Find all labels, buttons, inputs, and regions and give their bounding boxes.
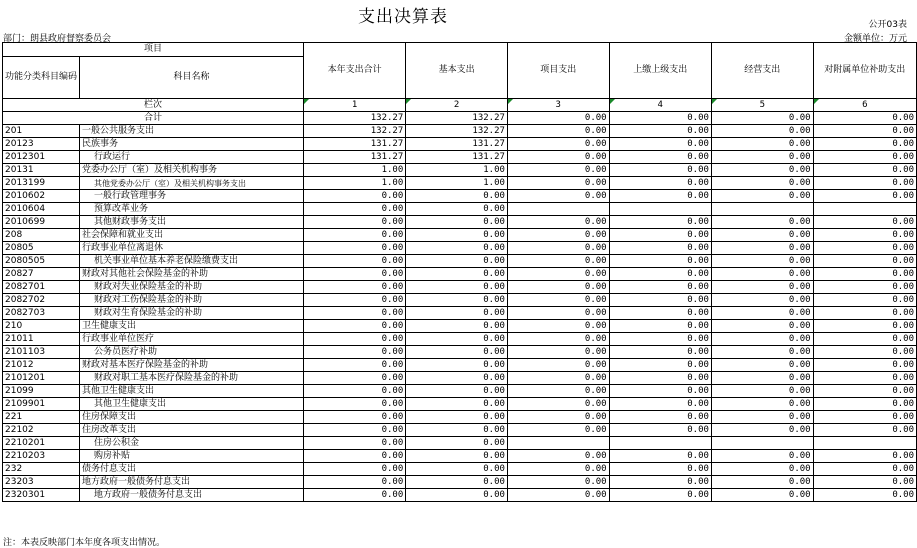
amount-cell: 0.00: [711, 463, 813, 476]
amount-cell: 0.00: [507, 216, 609, 229]
table-row: [3, 437, 917, 450]
amount-cell: 0.00: [507, 112, 609, 125]
amount-cell: 0.00: [303, 333, 405, 346]
amount-cell: 0.00: [507, 242, 609, 255]
table-row: [3, 385, 917, 398]
amount-cell: 131.27: [406, 151, 508, 164]
table-row: [3, 151, 917, 164]
amount-cell: 0.00: [813, 385, 916, 398]
amount-cell: [711, 437, 813, 450]
amount-cell: 0.00: [711, 294, 813, 307]
subject-name-cell: 其他财政事务支出: [80, 216, 304, 229]
footnote: 注：本表反映部门本年度各项支出情况。: [3, 538, 166, 548]
table-row: [3, 307, 917, 320]
amount-cell: 0.00: [507, 411, 609, 424]
subject-name-cell: 住房改革支出: [80, 424, 304, 437]
amount-cell: 0.00: [406, 216, 508, 229]
func-code-cell: 2010604: [3, 203, 80, 216]
func-code-cell: 2082701: [3, 281, 80, 294]
amount-cell: 0.00: [609, 476, 711, 489]
amount-cell: 1.00: [406, 177, 508, 190]
amount-cell: 0.00: [507, 346, 609, 359]
amount-cell: 0.00: [711, 385, 813, 398]
subject-name-cell: 其他卫生健康支出: [80, 398, 304, 411]
amount-cell: 0.00: [813, 398, 916, 411]
amount-cell: 0.00: [711, 333, 813, 346]
total-label: 合计: [3, 112, 304, 125]
func-code-cell: 2210203: [3, 450, 80, 463]
table-row: [3, 216, 917, 229]
amount-cell: 0.00: [813, 151, 916, 164]
subject-name-cell: 债务付息支出: [80, 463, 304, 476]
amount-cell: 0.00: [609, 281, 711, 294]
amount-cell: [507, 437, 609, 450]
amount-cell: 0.00: [303, 203, 405, 216]
amount-cell: 0.00: [303, 281, 405, 294]
amount-cell: 0.00: [507, 476, 609, 489]
amount-cell: 0.00: [609, 242, 711, 255]
table-row: [3, 476, 917, 489]
amount-cell: 0.00: [711, 346, 813, 359]
func-code-cell: 232: [3, 463, 80, 476]
func-code-cell: 2320301: [3, 489, 80, 502]
col-header-business: 经营支出: [711, 43, 813, 99]
amount-cell: 0.00: [507, 229, 609, 242]
table-row: [3, 164, 917, 177]
amount-cell: 0.00: [406, 359, 508, 372]
amount-cell: 0.00: [406, 489, 508, 502]
amount-cell: 0.00: [507, 359, 609, 372]
amount-cell: 0.00: [813, 476, 916, 489]
table-row: [3, 359, 917, 372]
amount-cell: 0.00: [303, 398, 405, 411]
amount-cell: 1.00: [303, 177, 405, 190]
table-row: [3, 424, 917, 437]
amount-cell: 0.00: [609, 372, 711, 385]
amount-cell: 0.00: [813, 359, 916, 372]
amount-cell: 0.00: [609, 359, 711, 372]
table-row: [3, 190, 917, 203]
table-row: [3, 281, 917, 294]
amount-cell: [813, 437, 916, 450]
amount-cell: 0.00: [507, 385, 609, 398]
subject-name-cell: 卫生健康支出: [80, 320, 304, 333]
amount-cell: 0.00: [609, 151, 711, 164]
col-header-total: 本年支出合计: [303, 43, 405, 99]
amount-cell: 0.00: [711, 359, 813, 372]
table-row: [3, 346, 917, 359]
subject-name-cell: 一般行政管理事务: [80, 190, 304, 203]
amount-cell: 0.00: [406, 372, 508, 385]
amount-cell: 0.00: [303, 190, 405, 203]
amount-cell: 0.00: [711, 450, 813, 463]
amount-cell: 0.00: [303, 320, 405, 333]
amount-cell: 0.00: [609, 268, 711, 281]
amount-cell: 0.00: [813, 294, 916, 307]
amount-cell: 0.00: [813, 138, 916, 151]
amount-cell: 0.00: [303, 268, 405, 281]
amount-cell: 0.00: [609, 320, 711, 333]
col-header-project: 项目支出: [507, 43, 609, 99]
amount-cell: 0.00: [303, 294, 405, 307]
col-number: 5: [711, 99, 813, 112]
amount-cell: 0.00: [609, 307, 711, 320]
table-row: [3, 333, 917, 346]
amount-cell: 0.00: [507, 281, 609, 294]
amount-cell: 0.00: [813, 424, 916, 437]
amount-cell: 0.00: [609, 216, 711, 229]
amount-cell: 0.00: [406, 190, 508, 203]
amount-cell: 0.00: [813, 450, 916, 463]
amount-cell: 0.00: [406, 424, 508, 437]
amount-cell: 0.00: [303, 411, 405, 424]
form-number: 公开03表: [868, 20, 907, 30]
subject-name-cell: 财政对职工基本医疗保险基金的补助: [80, 372, 304, 385]
amount-cell: 0.00: [507, 372, 609, 385]
amount-cell: 0.00: [406, 333, 508, 346]
amount-cell: 131.27: [303, 151, 405, 164]
amount-cell: 0.00: [609, 190, 711, 203]
total-row: [3, 112, 917, 125]
amount-cell: 0.00: [813, 320, 916, 333]
table-row: [3, 463, 917, 476]
amount-cell: 0.00: [609, 346, 711, 359]
amount-cell: 0.00: [813, 164, 916, 177]
amount-cell: 0.00: [711, 372, 813, 385]
amount-cell: 0.00: [406, 294, 508, 307]
func-code-cell: 20805: [3, 242, 80, 255]
amount-cell: 0.00: [507, 125, 609, 138]
table-row: [3, 294, 917, 307]
amount-cell: 0.00: [406, 476, 508, 489]
amount-cell: 0.00: [711, 320, 813, 333]
amount-cell: 0.00: [711, 177, 813, 190]
amount-cell: 132.27: [406, 125, 508, 138]
func-code-cell: 221: [3, 411, 80, 424]
amount-cell: 0.00: [303, 242, 405, 255]
func-code-cell: 21011: [3, 333, 80, 346]
subject-name-cell: 预算改革业务: [80, 203, 304, 216]
col-number: 4: [609, 99, 711, 112]
subject-name-cell: 财政对基本医疗保险基金的补助: [80, 359, 304, 372]
amount-cell: 0.00: [507, 320, 609, 333]
amount-cell: 0.00: [609, 450, 711, 463]
amount-cell: 0.00: [507, 190, 609, 203]
amount-cell: 0.00: [813, 229, 916, 242]
amount-cell: 0.00: [507, 294, 609, 307]
amount-cell: 0.00: [609, 164, 711, 177]
amount-cell: 131.27: [406, 138, 508, 151]
col-header-upper: 上缴上级支出: [609, 43, 711, 99]
table-row: [3, 398, 917, 411]
subject-name-header: 科目名称: [80, 57, 304, 99]
amount-cell: 0.00: [711, 151, 813, 164]
amount-cell: 0.00: [406, 203, 508, 216]
unit-label: 金额单位：万元: [843, 34, 907, 44]
amount-cell: 0.00: [711, 242, 813, 255]
amount-cell: 0.00: [711, 281, 813, 294]
amount-cell: 0.00: [813, 177, 916, 190]
amount-cell: 0.00: [813, 463, 916, 476]
func-code-cell: 2013199: [3, 177, 80, 190]
amount-cell: 0.00: [609, 424, 711, 437]
table-row: [3, 125, 917, 138]
amount-cell: 0.00: [507, 307, 609, 320]
table-row: [3, 203, 917, 216]
subject-name-cell: 一般公共服务支出: [80, 125, 304, 138]
func-code-cell: 208: [3, 229, 80, 242]
amount-cell: 0.00: [609, 255, 711, 268]
amount-cell: 0.00: [711, 112, 813, 125]
subject-name-cell: 社会保障和就业支出: [80, 229, 304, 242]
amount-cell: 0.00: [303, 450, 405, 463]
amount-cell: 0.00: [507, 268, 609, 281]
amount-cell: 0.00: [711, 476, 813, 489]
amount-cell: 0.00: [303, 476, 405, 489]
table-row: [3, 372, 917, 385]
amount-cell: 0.00: [303, 489, 405, 502]
amount-cell: 0.00: [813, 190, 916, 203]
func-code-cell: 201: [3, 125, 80, 138]
amount-cell: 1.00: [406, 164, 508, 177]
func-code-cell: 2010699: [3, 216, 80, 229]
func-code-cell: 2109901: [3, 398, 80, 411]
func-code-cell: 21099: [3, 385, 80, 398]
project-header: 项目: [3, 43, 304, 57]
amount-cell: 0.00: [303, 359, 405, 372]
amount-cell: 0.00: [406, 411, 508, 424]
amount-cell: 0.00: [406, 229, 508, 242]
amount-cell: 1.00: [303, 164, 405, 177]
amount-cell: 131.27: [303, 138, 405, 151]
amount-cell: 0.00: [507, 151, 609, 164]
amount-cell: 0.00: [813, 242, 916, 255]
amount-cell: 0.00: [507, 424, 609, 437]
amount-cell: 0.00: [609, 398, 711, 411]
table-row: [3, 138, 917, 151]
subject-name-cell: 党委办公厅（室）及相关机构事务: [80, 164, 304, 177]
amount-cell: 0.00: [507, 164, 609, 177]
amount-cell: 0.00: [711, 255, 813, 268]
func-code-cell: 20827: [3, 268, 80, 281]
amount-cell: 0.00: [507, 138, 609, 151]
subject-name-cell: 财政对其他社会保险基金的补助: [80, 268, 304, 281]
amount-cell: 0.00: [711, 138, 813, 151]
amount-cell: 0.00: [609, 294, 711, 307]
amount-cell: 0.00: [711, 268, 813, 281]
amount-cell: 0.00: [303, 229, 405, 242]
amount-cell: 0.00: [609, 463, 711, 476]
amount-cell: 0.00: [813, 216, 916, 229]
func-code-cell: 20131: [3, 164, 80, 177]
table-row: [3, 242, 917, 255]
amount-cell: 0.00: [303, 216, 405, 229]
func-code-cell: 2010602: [3, 190, 80, 203]
amount-cell: 0.00: [813, 112, 916, 125]
table-row: [3, 268, 917, 281]
amount-cell: 0.00: [813, 307, 916, 320]
amount-cell: 0.00: [711, 424, 813, 437]
func-code-cell: 2082702: [3, 294, 80, 307]
amount-cell: 0.00: [303, 307, 405, 320]
amount-cell: 0.00: [813, 333, 916, 346]
amount-cell: 0.00: [813, 281, 916, 294]
table-row: [3, 177, 917, 190]
amount-cell: 0.00: [609, 125, 711, 138]
amount-cell: [609, 203, 711, 216]
amount-cell: 0.00: [813, 125, 916, 138]
table-row: [3, 255, 917, 268]
amount-cell: [711, 203, 813, 216]
col-number: 1: [303, 99, 405, 112]
col-number: 3: [507, 99, 609, 112]
expenditure-table: [2, 42, 917, 502]
amount-cell: 0.00: [303, 346, 405, 359]
amount-cell: 0.00: [711, 216, 813, 229]
amount-cell: 0.00: [813, 372, 916, 385]
subject-name-cell: 公务员医疗补助: [80, 346, 304, 359]
amount-cell: 0.00: [711, 125, 813, 138]
amount-cell: 0.00: [303, 372, 405, 385]
amount-cell: 0.00: [813, 268, 916, 281]
subject-name-cell: 财政对生育保险基金的补助: [80, 307, 304, 320]
func-code-cell: 21012: [3, 359, 80, 372]
func-code-cell: 20123: [3, 138, 80, 151]
subject-name-cell: 行政运行: [80, 151, 304, 164]
amount-cell: 0.00: [813, 346, 916, 359]
subject-name-cell: 民族事务: [80, 138, 304, 151]
amount-cell: 0.00: [507, 489, 609, 502]
col-number: 6: [813, 99, 916, 112]
subject-name-cell: 财政对失业保险基金的补助: [80, 281, 304, 294]
amount-cell: 0.00: [609, 385, 711, 398]
amount-cell: 0.00: [609, 333, 711, 346]
amount-cell: 0.00: [507, 398, 609, 411]
amount-cell: 0.00: [303, 463, 405, 476]
func-code-cell: 2101103: [3, 346, 80, 359]
amount-cell: 0.00: [507, 255, 609, 268]
amount-cell: 0.00: [609, 138, 711, 151]
table-row: [3, 450, 917, 463]
amount-cell: 132.27: [406, 112, 508, 125]
subject-name-cell: 地方政府一般债务付息支出: [80, 476, 304, 489]
func-code-cell: 210: [3, 320, 80, 333]
amount-cell: 0.00: [711, 164, 813, 177]
subject-name-cell: 住房保障支出: [80, 411, 304, 424]
subject-name-cell: 其他卫生健康支出: [80, 385, 304, 398]
amount-cell: 0.00: [507, 333, 609, 346]
amount-cell: 0.00: [406, 268, 508, 281]
amount-cell: [813, 203, 916, 216]
amount-cell: 0.00: [711, 190, 813, 203]
department-label: 部门：朗县政府督察委员会: [3, 34, 112, 44]
func-code-cell: 23203: [3, 476, 80, 489]
amount-cell: 0.00: [609, 112, 711, 125]
amount-cell: 0.00: [406, 255, 508, 268]
func-code-cell: 2012301: [3, 151, 80, 164]
subject-name-cell: 地方政府一般债务付息支出: [80, 489, 304, 502]
amount-cell: 0.00: [609, 229, 711, 242]
amount-cell: 132.27: [303, 112, 405, 125]
amount-cell: 0.00: [507, 463, 609, 476]
subject-name-cell: 财政对工伤保险基金的补助: [80, 294, 304, 307]
amount-cell: 0.00: [406, 320, 508, 333]
subject-name-cell: 住房公积金: [80, 437, 304, 450]
amount-cell: 0.00: [406, 385, 508, 398]
col-header-basic: 基本支出: [406, 43, 508, 99]
amount-cell: 0.00: [507, 450, 609, 463]
amount-cell: 0.00: [406, 437, 508, 450]
amount-cell: 0.00: [609, 489, 711, 502]
func-code-cell: 22102: [3, 424, 80, 437]
amount-cell: 0.00: [303, 424, 405, 437]
subject-name-cell: 购房补贴: [80, 450, 304, 463]
amount-cell: 0.00: [406, 463, 508, 476]
amount-cell: 0.00: [303, 255, 405, 268]
amount-cell: 0.00: [711, 411, 813, 424]
amount-cell: 0.00: [406, 307, 508, 320]
col-header-subsidy: 对附属单位补助支出: [813, 43, 916, 99]
amount-cell: 132.27: [303, 125, 405, 138]
table-row: [3, 320, 917, 333]
amount-cell: 0.00: [303, 437, 405, 450]
func-code-cell: 2080505: [3, 255, 80, 268]
func-code-cell: 2210201: [3, 437, 80, 450]
subject-name-cell: 机关事业单位基本养老保险缴费支出: [80, 255, 304, 268]
amount-cell: 0.00: [711, 398, 813, 411]
table-row: [3, 229, 917, 242]
amount-cell: 0.00: [711, 229, 813, 242]
amount-cell: 0.00: [406, 346, 508, 359]
amount-cell: 0.00: [406, 281, 508, 294]
subject-name-cell: 行政事业单位离退休: [80, 242, 304, 255]
amount-cell: 0.00: [813, 255, 916, 268]
amount-cell: 0.00: [609, 177, 711, 190]
amount-cell: 0.00: [507, 177, 609, 190]
amount-cell: 0.00: [813, 411, 916, 424]
amount-cell: [609, 437, 711, 450]
table-row: [3, 411, 917, 424]
col-index-label: 栏次: [3, 99, 304, 112]
amount-cell: 0.00: [813, 489, 916, 502]
col-number: 2: [406, 99, 508, 112]
amount-cell: 0.00: [711, 489, 813, 502]
amount-cell: 0.00: [303, 385, 405, 398]
subject-name-cell: 行政事业单位医疗: [80, 333, 304, 346]
amount-cell: 0.00: [406, 242, 508, 255]
amount-cell: 0.00: [406, 398, 508, 411]
page-title: 支出决算表: [358, 7, 448, 27]
func-code-cell: 2082703: [3, 307, 80, 320]
table-row: [3, 489, 917, 502]
amount-cell: 0.00: [711, 307, 813, 320]
amount-cell: [507, 203, 609, 216]
func-code-header: 功能分类科目编码: [3, 57, 80, 99]
subject-name-cell: 其他党委办公厅（室）及相关机构事务支出: [80, 177, 304, 190]
amount-cell: 0.00: [406, 450, 508, 463]
func-code-cell: 2101201: [3, 372, 80, 385]
amount-cell: 0.00: [609, 411, 711, 424]
